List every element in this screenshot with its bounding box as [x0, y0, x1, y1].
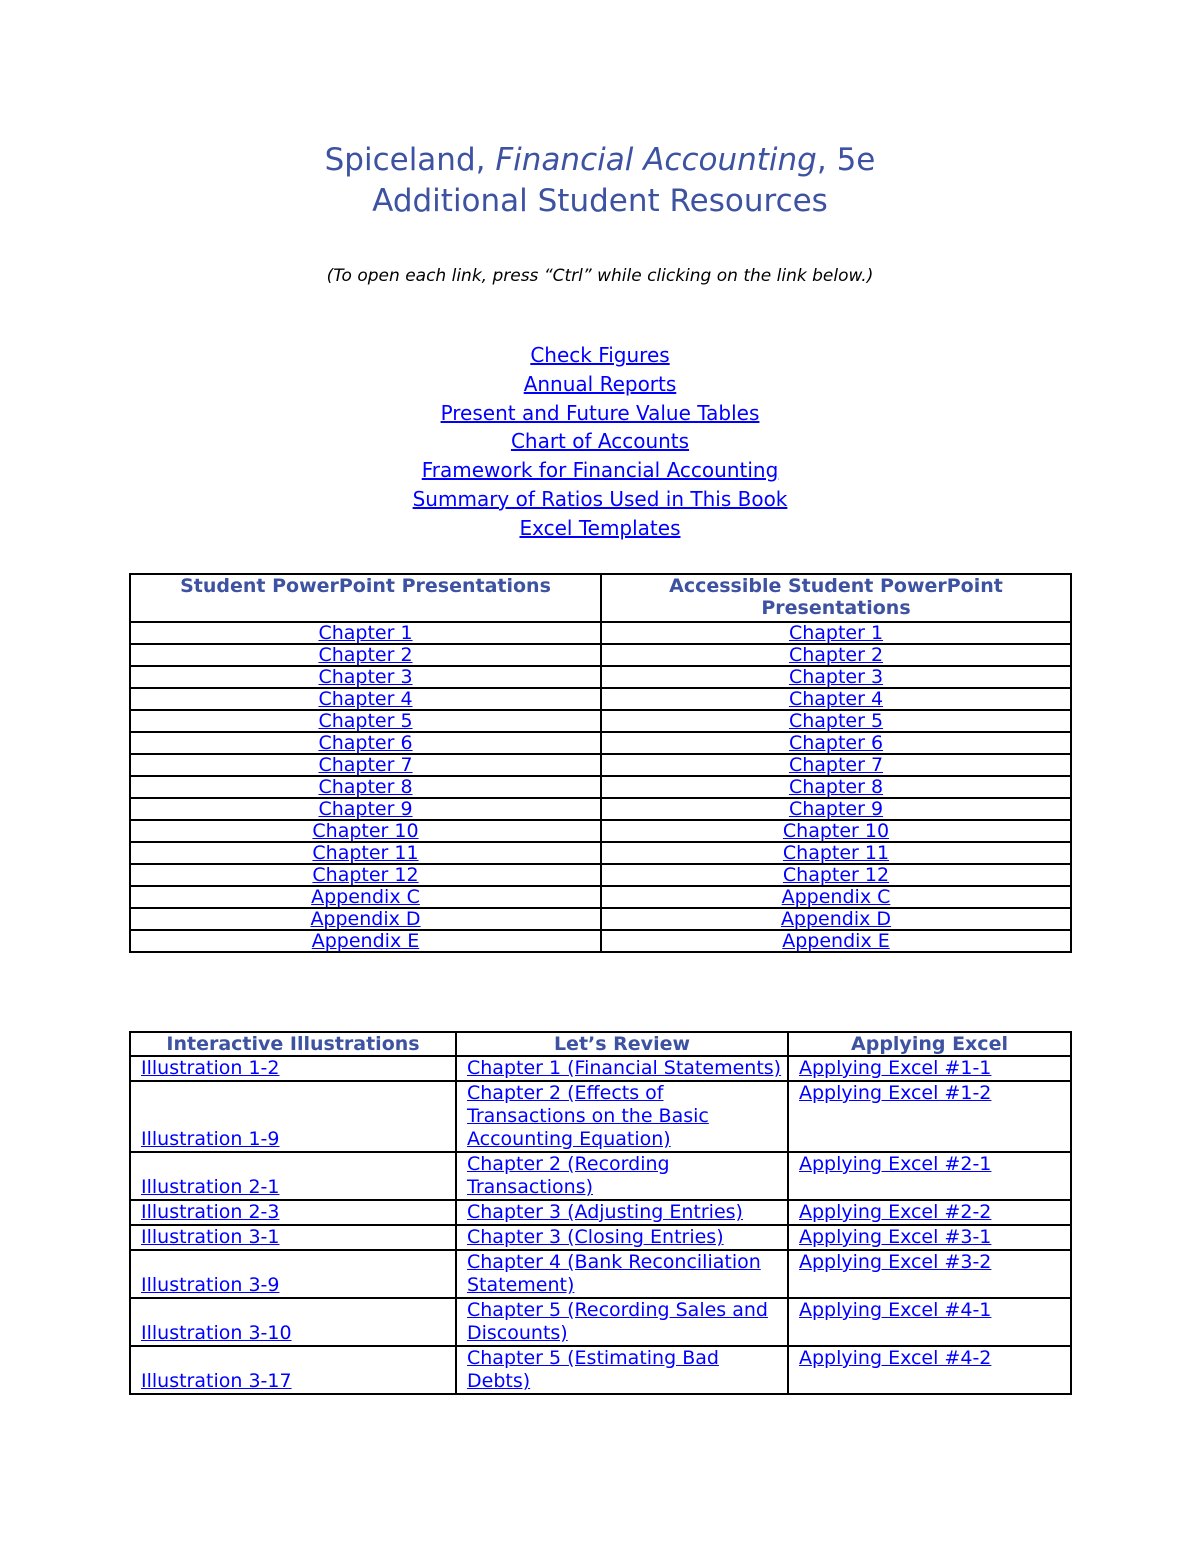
illustration-link[interactable]: Illustration 2-3 [141, 1201, 280, 1223]
applying-excel-link[interactable]: Applying Excel #3-1 [799, 1226, 992, 1248]
table-cell [788, 1298, 1071, 1346]
accessible-ppt-chapter-link[interactable]: Chapter 4 [788, 688, 884, 710]
lets-review-link[interactable]: Chapter 3 (Closing Entries) [467, 1226, 724, 1248]
ppt-chapter-link[interactable]: Chapter 8 [318, 776, 413, 798]
table-row [130, 666, 1071, 688]
ppt-chapter-link[interactable]: Appendix D [310, 908, 421, 930]
table-cell [601, 776, 1071, 798]
applying-excel-link[interactable]: Applying Excel #4-1 [799, 1299, 992, 1321]
resource-link-list [0, 341, 1200, 543]
accessible-ppt-chapter-link[interactable]: Chapter 6 [788, 732, 884, 754]
table-cell [130, 622, 601, 644]
table-cell [130, 644, 601, 666]
accessible-ppt-chapter-link[interactable]: Chapter 1 [788, 622, 884, 644]
edition: , 5e [816, 142, 876, 178]
table-cell [130, 666, 601, 688]
column-header-interactive-illustrations: Interactive Illustrations [130, 1032, 456, 1056]
table-cell [456, 1225, 788, 1250]
table-cell [456, 1250, 788, 1298]
illustration-link[interactable]: Illustration 3-17 [141, 1370, 292, 1392]
table-row [130, 776, 1071, 798]
accessible-ppt-chapter-link[interactable]: Appendix D [780, 908, 892, 930]
illustration-link[interactable]: Illustration 1-2 [141, 1057, 280, 1079]
applying-excel-link[interactable]: Applying Excel #3-2 [799, 1251, 992, 1273]
table-cell [130, 754, 601, 776]
ppt-chapter-link[interactable]: Appendix C [311, 886, 420, 908]
table-cell [601, 754, 1071, 776]
ppt-chapter-link[interactable]: Chapter 4 [318, 688, 413, 710]
lets-review-link[interactable]: Chapter 5 (Estimating Bad Debts) [467, 1347, 719, 1392]
column-header-applying-excel: Applying Excel [788, 1032, 1071, 1056]
illustration-link[interactable]: Illustration 3-9 [141, 1274, 280, 1296]
table-cell [130, 798, 601, 820]
resource-link[interactable]: Chart of Accounts [510, 429, 690, 454]
table-cell [456, 1200, 788, 1225]
table-row [130, 644, 1071, 666]
lets-review-link[interactable]: Chapter 2 (Effects of Transactions on the Basic Accounting Equation) [467, 1082, 709, 1150]
accessible-ppt-chapter-link[interactable]: Appendix C [781, 886, 891, 908]
table-cell [601, 820, 1071, 842]
table-cell [788, 1225, 1071, 1250]
resource-link[interactable]: Check Figures [530, 343, 670, 367]
resource-link[interactable]: Summary of Ratios Used in This Book [412, 486, 788, 511]
ppt-chapter-link[interactable]: Chapter 10 [312, 820, 419, 842]
document-subtitle: Additional Student Resources [372, 183, 828, 219]
column-header-accessible-ppt: Accessible Student PowerPoint Presentations [601, 574, 1071, 622]
applying-excel-link[interactable]: Applying Excel #1-2 [799, 1082, 992, 1104]
table-cell [130, 1152, 456, 1200]
table-cell [601, 886, 1071, 908]
ppt-chapter-link[interactable]: Chapter 1 [318, 622, 413, 644]
table-cell [456, 1081, 788, 1152]
table-cell [130, 908, 601, 930]
table-row [130, 1250, 1071, 1298]
column-header-student-ppt: Student PowerPoint Presentations [130, 574, 601, 622]
ppt-chapter-link[interactable]: Chapter 7 [318, 754, 413, 776]
table-cell [130, 710, 601, 732]
applying-excel-link[interactable]: Applying Excel #1-1 [799, 1057, 992, 1079]
table-cell [130, 1200, 456, 1225]
table-cell [601, 908, 1071, 930]
table-cell [130, 688, 601, 710]
table-cell [601, 622, 1071, 644]
table-cell [601, 644, 1071, 666]
ppt-chapter-link[interactable]: Chapter 6 [318, 732, 413, 754]
table-cell [788, 1346, 1071, 1394]
ppt-chapter-link[interactable]: Chapter 9 [318, 798, 413, 820]
table-cell [130, 1250, 456, 1298]
table-row [130, 732, 1071, 754]
accessible-ppt-chapter-link[interactable]: Chapter 5 [788, 710, 884, 732]
table-cell [601, 930, 1071, 952]
table-cell [788, 1056, 1071, 1081]
table-row [130, 754, 1071, 776]
accessible-ppt-chapter-link[interactable]: Appendix E [782, 930, 890, 952]
table-header-row [130, 574, 1071, 622]
resource-link[interactable]: Framework for Financial Accounting [421, 458, 779, 483]
accessible-ppt-chapter-link[interactable]: Chapter 11 [782, 842, 890, 864]
author: Spiceland, [324, 142, 496, 178]
table-row [130, 1200, 1071, 1225]
table-row [130, 1346, 1071, 1394]
accessible-ppt-chapter-link[interactable]: Chapter 2 [788, 644, 884, 666]
table-row [130, 1081, 1071, 1152]
table-row [130, 820, 1071, 842]
table-row [130, 886, 1071, 908]
illustration-link[interactable]: Illustration 3-1 [141, 1226, 280, 1248]
table-cell [601, 666, 1071, 688]
table-cell [601, 842, 1071, 864]
lets-review-link[interactable]: Chapter 4 (Bank Reconciliation Statement) [467, 1251, 761, 1296]
table-cell [601, 732, 1071, 754]
table-row [130, 1225, 1071, 1250]
document-title [0, 140, 1200, 180]
accessible-ppt-chapter-link[interactable]: Chapter 8 [788, 776, 884, 798]
table-cell [130, 820, 601, 842]
lets-review-link[interactable]: Chapter 2 (Recording Transactions) [467, 1153, 670, 1198]
table-cell [456, 1056, 788, 1081]
table-cell [601, 798, 1071, 820]
table-cell [130, 864, 601, 886]
table-row [130, 908, 1071, 930]
table-cell [130, 732, 601, 754]
ppt-chapter-link[interactable]: Chapter 3 [318, 666, 413, 688]
table-cell [601, 688, 1071, 710]
table-cell [601, 710, 1071, 732]
accessible-ppt-chapter-link[interactable]: Chapter 9 [788, 798, 884, 820]
applying-excel-link[interactable]: Applying Excel #4-2 [799, 1347, 992, 1369]
illustration-link[interactable]: Illustration 1-9 [141, 1128, 280, 1150]
table-cell [456, 1346, 788, 1394]
table-header-row [130, 1032, 1071, 1056]
resource-link[interactable]: Excel Templates [519, 515, 681, 540]
ppt-chapter-link[interactable]: Chapter 11 [312, 842, 419, 864]
powerpoint-table [129, 573, 1072, 953]
illustration-link[interactable]: Illustration 2-1 [141, 1176, 280, 1198]
table-cell [456, 1298, 788, 1346]
table-cell [130, 886, 601, 908]
table-row [130, 622, 1071, 644]
lets-review-link[interactable]: Chapter 5 (Recording Sales and Discounts) [467, 1299, 768, 1344]
accessible-ppt-chapter-link[interactable]: Chapter 3 [788, 666, 884, 688]
column-header-lets-review: Let’s Review [456, 1032, 788, 1056]
table-row [130, 842, 1071, 864]
table-cell [788, 1081, 1071, 1152]
applying-excel-link[interactable]: Applying Excel #2-2 [799, 1201, 992, 1223]
table-row [130, 1056, 1071, 1081]
table-row [130, 688, 1071, 710]
table-cell [130, 1081, 456, 1152]
table-cell [130, 1225, 456, 1250]
lets-review-link[interactable]: Chapter 1 (Financial Statements) [467, 1057, 782, 1079]
ppt-chapter-link[interactable]: Chapter 5 [318, 710, 413, 732]
ppt-chapter-link[interactable]: Chapter 2 [318, 644, 413, 666]
accessible-ppt-chapter-link[interactable]: Chapter 7 [788, 754, 884, 776]
table-row [130, 864, 1071, 886]
table-cell [788, 1200, 1071, 1225]
table-row [130, 710, 1071, 732]
applying-excel-link[interactable]: Applying Excel #2-1 [799, 1153, 992, 1175]
table-cell [601, 864, 1071, 886]
table-cell [130, 1298, 456, 1346]
table-cell [130, 776, 601, 798]
lets-review-link[interactable]: Chapter 3 (Adjusting Entries) [467, 1201, 743, 1223]
table-cell [130, 930, 601, 952]
accessible-ppt-chapter-link[interactable]: Chapter 10 [782, 820, 890, 842]
accessible-ppt-chapter-link[interactable]: Chapter 12 [782, 864, 890, 886]
resource-link[interactable]: Annual Reports [523, 371, 677, 396]
table-cell [788, 1152, 1071, 1200]
table-cell [130, 1346, 456, 1394]
ppt-chapter-link[interactable]: Chapter 12 [312, 864, 419, 886]
table-cell [788, 1250, 1071, 1298]
resources-table [129, 1031, 1072, 1395]
table-row [130, 1152, 1071, 1200]
illustration-link[interactable]: Illustration 3-10 [141, 1322, 292, 1344]
table-row [130, 930, 1071, 952]
instruction-note: (To open each link, press “Ctrl” while clicking on the link below.) [326, 266, 874, 286]
table-row [130, 1298, 1071, 1346]
table-cell [130, 842, 601, 864]
ppt-chapter-link[interactable]: Appendix E [311, 930, 420, 952]
table-row [130, 798, 1071, 820]
resource-link[interactable]: Present and Future Value Tables [440, 400, 760, 425]
table-cell [130, 1056, 456, 1081]
table-cell [456, 1152, 788, 1200]
book-title: Financial Accounting [495, 142, 817, 178]
